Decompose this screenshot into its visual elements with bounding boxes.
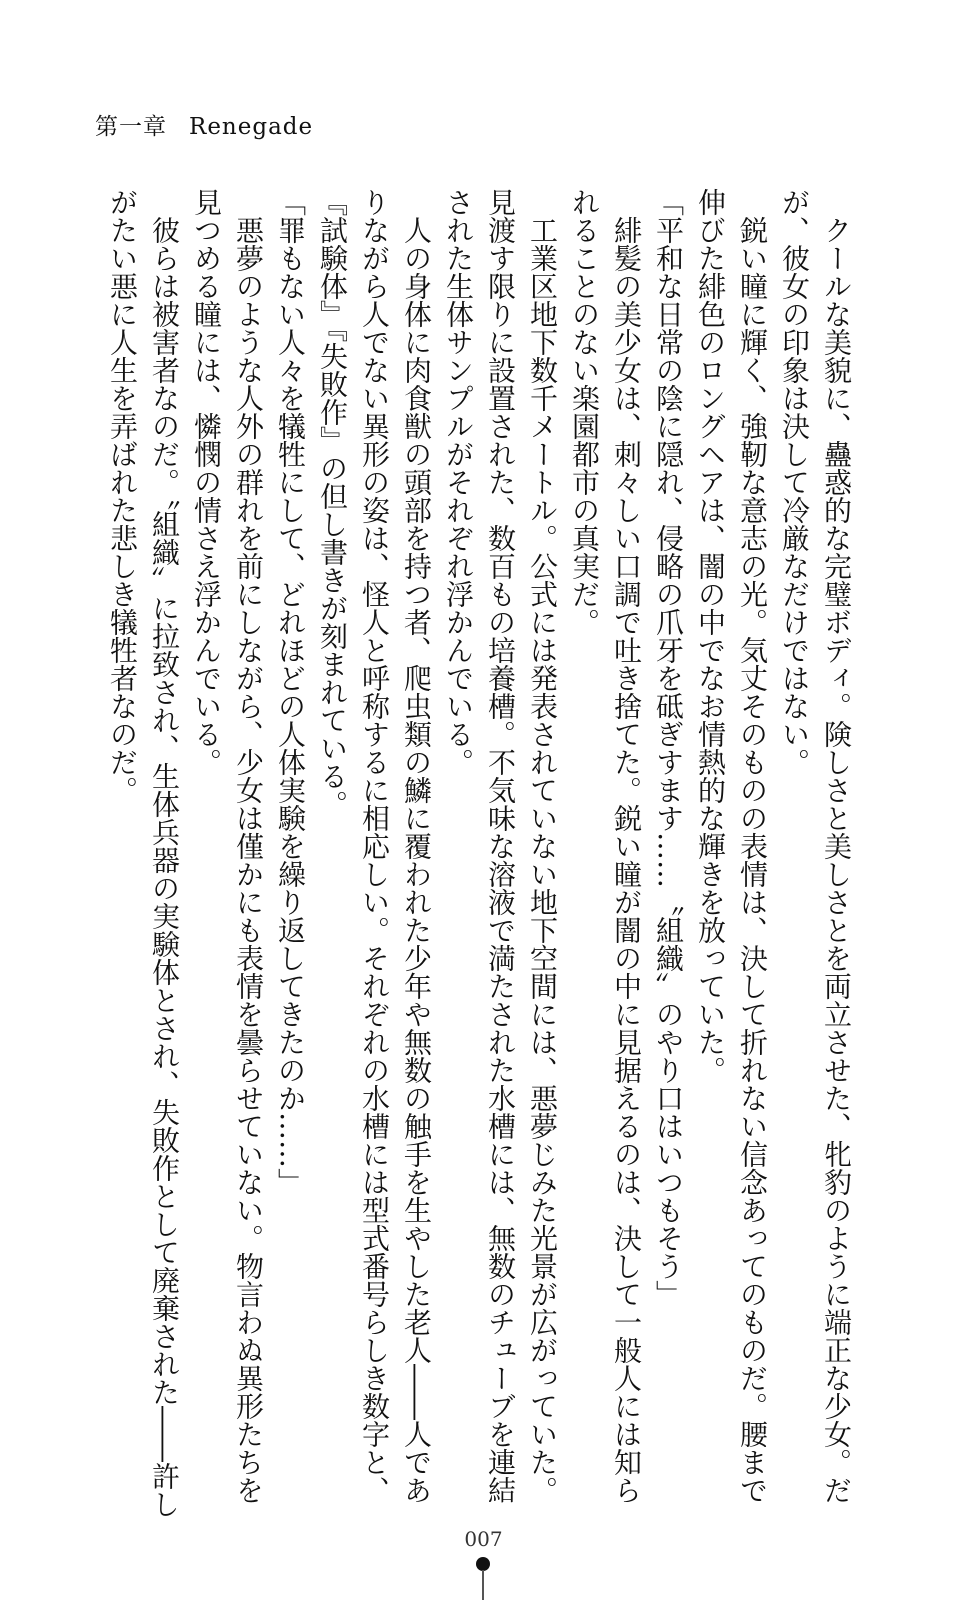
page-marker-line	[482, 1570, 484, 1600]
paragraph: 緋髪の美少女は、刺々しい口調で吐き捨てた。鋭い瞳が闇の中に見据えるのは、決して一般人には知られることのない楽園都市の真実だ。	[568, 188, 643, 1504]
body-text	[97, 188, 857, 1518]
chapter-number: 第一章	[95, 114, 167, 140]
paragraph: 人の身体に肉食獣の頭部を持つ者、爬虫類の鱗に覆われた少年や無数の触手を生やした老人――人でありながら人でない異形の姿は、怪人と呼称するに相応しい。それぞれの水槽には型式番号らしき数字と、『試験体』『失敗作』の但し書きが刻まれている。	[316, 188, 433, 1504]
paragraph: 鋭い瞳に輝く、強靭な意志の光。気丈そのものの表情は、決して折れない信念あってのものだ。腰まで伸びた緋色のロングヘアは、闇の中でなお情熱的な輝きを放っていた。	[694, 188, 769, 1504]
paragraph: 工業区地下数千メートル。公式には発表されていない地下空間には、悪夢じみた光景が広がっていた。見渡す限りに設置された、数百もの培養槽。不気味な溶液で満たされた水槽には、無数のチューブを連結された生体サンプルがそれぞれ浮かんでいる。	[442, 188, 559, 1504]
dialogue-line: 「罪もない人々を犠牲にして、どれほどの人体実験を繰り返してきたのか……」	[274, 188, 307, 1196]
dialogue-line: 「平和な日常の陰に隠れ、侵略の爪牙を砥ぎすます……〝組織〟のやり口はいつもそう」	[652, 188, 685, 1308]
paragraph: 彼らは被害者なのだ。〝組織〟に拉致され、生体兵器の実験体とされ、失敗作として廃棄された――許しがたい悪に人生を弄ばれた悲しき犠牲者なのだ。	[106, 188, 181, 1518]
page-marker-dot	[476, 1557, 490, 1571]
paragraph: クールな美貌に、蠱惑的な完璧ボディ。険しさと美しさとを両立させた、牝豹のように端正な少女。だが、彼女の印象は決して冷厳なだけではない。	[778, 188, 853, 1504]
chapter-header	[95, 108, 313, 141]
paragraph: 悪夢のような人外の群れを前にしながら、少女は僅かにも表情を曇らせていない。物言わぬ異形たちを見つめる瞳には、憐憫の情さえ浮かんでいる。	[190, 188, 265, 1504]
page-number: 007	[464, 1527, 503, 1551]
chapter-title: Renegade	[189, 114, 314, 140]
